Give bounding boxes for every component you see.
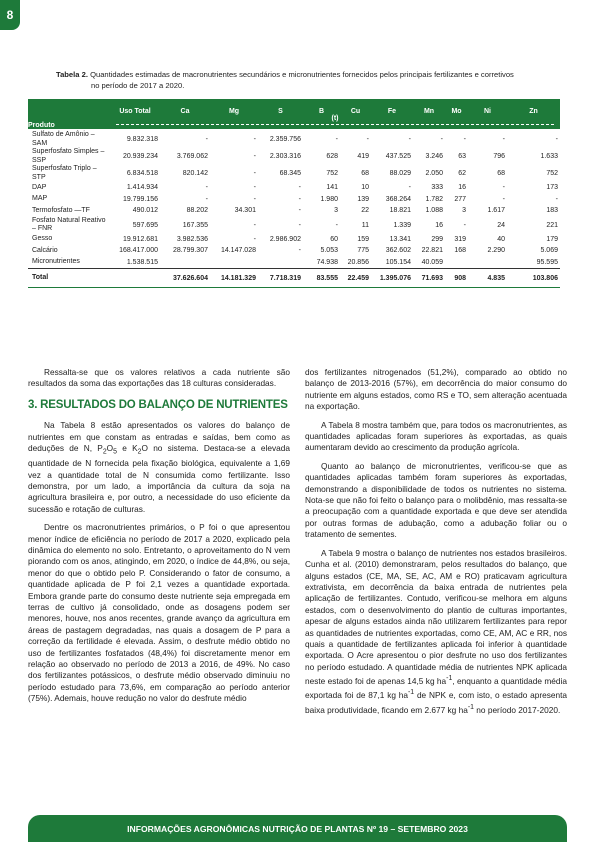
value-cell: 11	[361, 221, 369, 229]
value-cell: 179	[546, 235, 558, 243]
value-cell: 2.290	[487, 247, 505, 255]
caption-text-1: Quantidades estimadas de macronutrientes secundários e micronutrientes fornecidos pelos principais fertilizantes e corretivos	[90, 70, 514, 79]
value-cell: 95.595	[536, 258, 558, 266]
value-cell: -	[253, 153, 256, 160]
value-cell	[445, 257, 468, 269]
value-cell: 1.782	[425, 195, 443, 203]
value-cell: -	[205, 195, 208, 203]
value-cell: 6.834.518	[126, 170, 158, 177]
table-row	[28, 165, 560, 182]
footer-banner: INFORMAÇÕES AGRONÔMICAS NUTRIÇÃO DE PLANTAS Nº 19 – SETEMBRO 2023	[28, 815, 567, 842]
product-name-cell: Sulfato de Amônio – SAM	[32, 131, 95, 147]
value-cell: 2.986.902	[269, 235, 301, 243]
value-cell: 1.538.515	[126, 258, 158, 266]
value-cell: -	[253, 170, 256, 177]
value-cell: 628	[326, 153, 338, 160]
value-cell: 83.555	[303, 269, 340, 288]
value-cell: -	[502, 195, 505, 203]
product-name-cell: Gesso	[32, 235, 53, 242]
value-cell: 752	[546, 170, 558, 177]
value-cell: -	[253, 235, 256, 243]
product-name-cell: Superfosfato Triplo – STP	[32, 165, 97, 181]
value-cell: 2.303.316	[269, 153, 301, 160]
value-cell: 1.339	[393, 221, 411, 229]
value-cell: 63	[458, 153, 466, 160]
value-cell: -	[366, 136, 369, 143]
product-name-cell: Termofosfato —TF	[32, 206, 90, 214]
value-cell: 34.301	[234, 207, 256, 215]
value-cell: 597.695	[132, 221, 158, 229]
header-col: Cu	[340, 99, 371, 115]
product-name-cell: Total	[28, 269, 110, 288]
value-cell: 71.693	[413, 269, 445, 288]
table-row	[28, 217, 560, 234]
value-cell: 60	[330, 235, 338, 243]
value-cell: 183	[546, 207, 558, 215]
value-cell: 796	[493, 153, 505, 160]
value-cell: -	[463, 221, 466, 229]
value-cell: -	[253, 221, 256, 229]
nutrients-table	[28, 99, 560, 288]
value-cell: 24	[497, 221, 505, 229]
value-cell: 2.050	[425, 170, 443, 177]
value-cell: 752	[326, 170, 338, 177]
value-cell: 14.147.028	[220, 247, 256, 255]
value-cell: -	[502, 184, 505, 192]
value-cell: 221	[546, 221, 558, 229]
value-cell: 68	[361, 170, 369, 177]
header-col: Zn	[507, 99, 560, 115]
paragraph: Quanto ao balanço de micronutrientes, verificou-se que as quantidades aplicadas também foram superiores às exportadas, demonstrando a disponibilidade de todos os nutrientes no sistema. Nota-se que não foi feito o balanço para o molibdênio, mas ressalta-se a preocupação com a quantidade exportada e que deve ser atendida por outras formas de adubação, como a adubação foliar ou o tratamento de sementes.	[305, 460, 567, 540]
value-cell: -	[205, 184, 208, 192]
value-cell: 20.939.234	[122, 153, 158, 160]
value-cell: 1.395.076	[371, 269, 413, 288]
value-cell: 68	[497, 170, 505, 177]
value-cell	[210, 257, 258, 269]
value-cell: 3.982.536	[176, 235, 208, 243]
value-cell: 3.246	[425, 153, 443, 160]
value-cell: 18.821	[389, 207, 411, 215]
value-cell: 4.835	[468, 269, 507, 288]
value-cell: 74.938	[316, 258, 338, 266]
paragraph: dos fertilizantes nitrogenados (51,2%), comparado ao obtido no balanço de 2013-2016 (57%), em decorrência do maior consumo do nutriente em alguns estados, como RS e TO, sem alteração acentuada na exportação.	[305, 367, 567, 412]
value-cell: 168	[454, 247, 466, 255]
value-cell: -	[253, 136, 256, 143]
value-cell: 368.264	[385, 195, 411, 203]
value-cell: 22	[361, 207, 369, 215]
value-cell: 173	[546, 184, 558, 192]
value-cell: 40.059	[421, 258, 443, 266]
section-title: 3. RESULTADOS DO BALANÇO DE NUTRIENTES	[28, 398, 288, 411]
value-cell: 5.053	[320, 247, 338, 255]
value-cell	[258, 257, 303, 269]
total-row	[28, 269, 560, 288]
intro-paragraph: Ressalta-se que os valores relativos a cada nutriente são resultados da soma das exportações das 18 culturas consideradas.	[28, 367, 290, 389]
value-cell: 159	[357, 235, 369, 243]
value-cell: 908	[445, 269, 468, 288]
product-name-cell: Superfosfato Simples – SSP	[32, 148, 105, 164]
caption-text-2: no período de 2017 a 2020.	[91, 80, 185, 90]
table-caption	[56, 70, 576, 91]
value-cell: 68.345	[279, 170, 301, 177]
value-cell: -	[335, 221, 338, 229]
value-cell: 103.806	[507, 269, 560, 288]
product-name-cell: MAP	[32, 195, 48, 202]
value-cell: -	[205, 136, 208, 143]
paragraph: A Tabela 9 mostra o balanço de nutrientes nos estados brasileiros. Cunha et al. (2010) demonstraram, pelos resultados do balanço, que alguns estados (CE, MA, SE, AC, AM e RO) praticavam agricultura extrativista, em decorrência da baixa entrada de nutrientes pela aplicação de fertilizantes. Contudo, verificou-se melhora em alguns estados, com o desenvolvimento do plantio de culturas importantes, apesar de alguns estados ainda não utilizarem fertilizantes para repor as quantidades de nutrientes exportadas, como CE, AM, AC e RR, nos quais a quantidade de fertilizantes aplicada foi inferior à quantidade exportada. O Acre apresentou o pior desfrute no uso dos fertilizantes no período estudado. A quantidade média de nutrientes NPK aplicada neste estado foi de apenas 14,5 kg $ha^{-1}$, enquanto a quantidade média exportada foi de 87,1 kg $ha^{-1}$ de NPK e, com isto, o estado apresenta baixa produtividade, ficando em 2.677 kg $ha^{-1}$ no período 2017-2020.	[305, 547, 568, 715]
value-cell: -	[253, 195, 256, 203]
caption-label: Tabela 2.	[56, 70, 88, 79]
value-cell: 105.154	[385, 258, 411, 266]
table-row	[28, 257, 560, 269]
right-column	[305, 367, 567, 716]
value-cell	[110, 269, 160, 288]
value-cell: 3	[462, 207, 466, 215]
value-cell: 7.718.319	[258, 269, 303, 288]
value-cell: 333	[431, 184, 443, 192]
header-col: Mg	[210, 99, 258, 115]
value-cell: 167.355	[182, 221, 208, 229]
table-row	[28, 234, 560, 246]
value-cell: 14.181.329	[210, 269, 258, 288]
header-product: Produto	[28, 99, 110, 129]
value-cell	[160, 257, 210, 269]
value-cell: 1.088	[425, 207, 443, 215]
value-cell: -	[298, 247, 301, 255]
value-cell: 490.012	[132, 207, 158, 215]
value-cell: 10	[361, 184, 369, 192]
header-col: Uso Total	[110, 99, 160, 115]
value-cell: -	[408, 136, 411, 143]
unit-label: (t)	[329, 115, 342, 122]
value-cell: 16	[435, 221, 443, 229]
page-number: 8	[0, 0, 20, 30]
table-row	[28, 129, 560, 148]
value-cell: -	[298, 207, 301, 215]
value-cell: 1.414.934	[126, 184, 158, 192]
value-cell: -	[408, 184, 411, 192]
header-col: Mo	[445, 99, 468, 115]
left-column	[28, 367, 290, 705]
value-cell	[468, 257, 507, 269]
paragraph: Dentre os macronutrientes primários, o P foi o que apresentou menor índice de eficiência no período de 2017 a 2020, explicado pela dinâmica do elemento no solo. Entretanto, o aproveitamento do N vem piorando com os anos, atingindo, em 2020, o índice de 44,8%, ou seja, menor do que o obtido pelo P. Considerando o fator de consumo, a quantidade aplicada de P foi 2,1 vezes a quantidade exportada. Embora grande parte do consumo deste nutriente seja empregada em terras de cultivo já consolidado, onde as dosagens podem ser menores, houve, nos anos recentes, grande avanço da agricultura em áreas de pastagem degradadas, nas quais a dosagem de P para a correção da fertilidade é elevada. Assim, o desfrute médio obtido no uso de fertilizantes fosfatados (48,4%) foi discretamente menor em relação ao observado no período de 2013 a 2016, de 49%. No caso dos fertilizantes potássicos, o desfrute médio observado diminuiu no período estudado para 73,6%, em comparação ao período anterior (75%). Ademais, houve redução no valor do desfrute médio	[28, 522, 290, 704]
value-cell: 5.069	[540, 247, 558, 255]
value-cell: 1.980	[320, 195, 338, 203]
value-cell: -	[335, 136, 338, 143]
header-col: S	[258, 99, 303, 115]
value-cell: 19.912.681	[122, 235, 158, 243]
table-row	[28, 205, 560, 217]
value-cell: 22.821	[421, 247, 443, 255]
value-cell: 88.202	[186, 207, 208, 215]
table-row	[28, 194, 560, 206]
value-cell: -	[502, 136, 505, 143]
paragraph: A Tabela 8 mostra também que, para todos os macronutrientes, as quantidades aplicadas foram superiores às exportadas, as quais aumentaram devido ao crescimento da produção agrícola.	[305, 419, 567, 453]
value-cell: 168.417.000	[119, 247, 158, 255]
value-cell: 1.617	[487, 207, 505, 215]
value-cell: 88.029	[389, 170, 411, 177]
value-cell: 3.769.062	[176, 153, 208, 160]
value-cell: 19.799.156	[122, 195, 158, 203]
value-cell: 299	[431, 235, 443, 243]
table-row	[28, 245, 560, 257]
value-cell: 20.856	[347, 258, 369, 266]
value-cell: -	[440, 136, 443, 143]
table-row	[28, 182, 560, 194]
product-name-cell: Fosfato Natural Reativo – FNR	[32, 216, 106, 232]
value-cell: -	[298, 184, 301, 192]
product-name-cell: DAP	[32, 183, 47, 191]
value-cell: 820.142	[182, 170, 208, 177]
table-row	[28, 148, 560, 165]
value-cell: 437.525	[385, 153, 411, 160]
value-cell: 419	[357, 153, 369, 160]
value-cell: -	[298, 221, 301, 229]
value-cell: 319	[454, 235, 466, 243]
value-cell: -	[298, 195, 301, 203]
header-col: Ni	[468, 99, 507, 115]
paragraph: Na Tabela 8 estão apresentados os valores do balanço de nutrientes em que constam as entradas e saídas, bem como as deduções de N, $P_2O_5$ e $K_2O$ no sistema. Destaca-se a elevada quantidade de N fornecida pela fixação biológica, equivalente a 1,69 vez a quantidade total de N consumida como fertilizante. Isso demonstra, por um lado, a importância da cultura da soja na agricultura brasileira e, por outro, a necessidade do uso eficiente da sucessão e rotação de culturas.	[28, 420, 290, 514]
value-cell: 362.602	[385, 247, 411, 255]
value-cell: 277	[454, 195, 466, 203]
value-cell: -	[555, 195, 558, 203]
product-name-cell: Micronutrientes	[32, 258, 80, 265]
value-cell: 37.626.604	[160, 269, 210, 288]
header-col: Mn	[413, 99, 445, 115]
header-col: Fe	[371, 99, 413, 115]
product-name-cell: Calcário	[32, 246, 58, 254]
value-cell: -	[463, 136, 466, 143]
value-cell: 3	[334, 207, 338, 215]
value-cell: 1.633	[540, 153, 558, 160]
value-cell: 2.359.756	[269, 136, 301, 143]
header-col: B	[303, 99, 340, 115]
value-cell: 775	[357, 247, 369, 255]
value-cell: 139	[357, 195, 369, 203]
value-cell: 28.799.307	[172, 247, 208, 255]
value-cell: 9.832.318	[126, 136, 158, 143]
value-cell: 40	[497, 235, 505, 243]
header-col: Ca	[160, 99, 210, 115]
value-cell: -	[555, 136, 558, 143]
value-cell: -	[253, 184, 256, 192]
value-cell: 141	[326, 184, 338, 192]
value-cell: 16	[458, 184, 466, 192]
value-cell: 62	[458, 170, 466, 177]
value-cell: 22.459	[340, 269, 371, 288]
unit-row	[110, 115, 560, 129]
value-cell: 13.341	[389, 235, 411, 243]
